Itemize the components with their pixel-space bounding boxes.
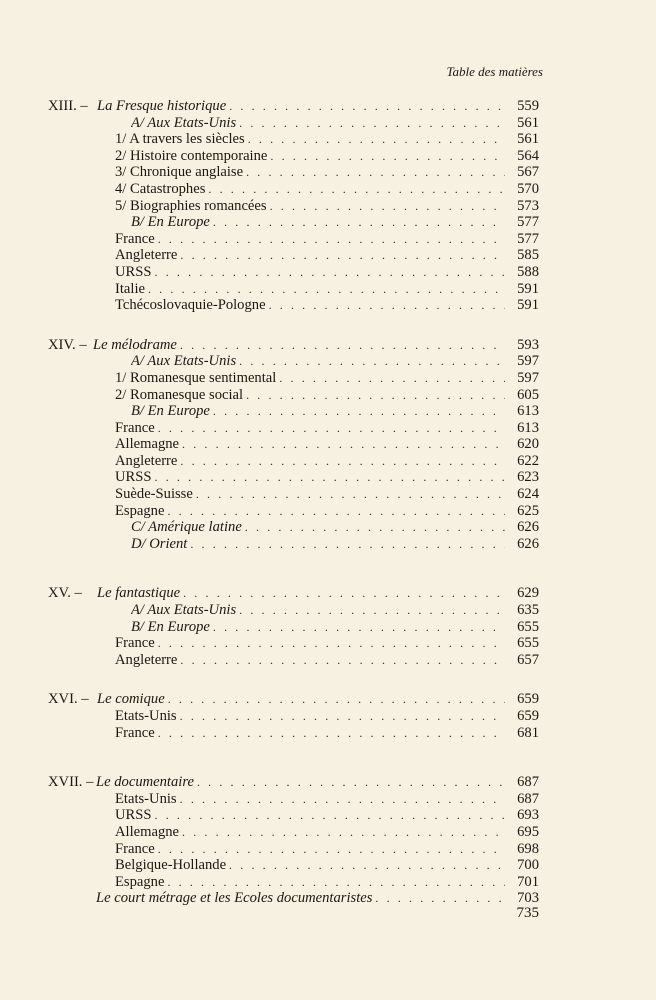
- entry-label: 3/ Chronique anglaise: [115, 164, 244, 181]
- toc-entry: [0, 403, 656, 420]
- dot-leader: [148, 281, 539, 298]
- dot-leader: [239, 602, 539, 619]
- section-spacer: [0, 552, 656, 585]
- toc-entry: [0, 824, 656, 841]
- dot-leader: [158, 420, 539, 437]
- entry-page: 698: [505, 841, 539, 858]
- page-number: 735: [516, 905, 539, 921]
- dot-leader: [180, 247, 539, 264]
- toc-entry: [0, 652, 656, 669]
- entry-page: 681: [505, 725, 539, 742]
- dot-leader: [180, 337, 539, 354]
- toc-entry: [0, 353, 656, 370]
- toc-entry: [0, 181, 656, 198]
- entry-page: 597: [505, 370, 539, 387]
- entry-page: 622: [505, 453, 539, 470]
- dot-leader: [197, 774, 539, 791]
- section-title: Le mélodrame: [93, 336, 177, 353]
- entry-label: 1/ Romanesque sentimental: [115, 369, 277, 386]
- running-head: Table des matières: [446, 64, 543, 79]
- entry-page: 613: [505, 403, 539, 420]
- dot-leader: [183, 585, 539, 602]
- entry-page: 591: [505, 281, 539, 298]
- dot-leader: [269, 297, 539, 314]
- entry-page: 561: [505, 115, 539, 132]
- section-page: 659: [505, 691, 539, 708]
- entry-label: D/ Orient: [131, 535, 188, 552]
- dot-leader: [248, 131, 539, 148]
- toc-entry: [0, 281, 656, 298]
- entry-label: Angleterre: [115, 247, 178, 264]
- entry-label: C/ Amérique latine: [131, 519, 242, 536]
- dot-leader: [208, 181, 539, 198]
- toc-entry: [0, 807, 656, 824]
- entry-label: Espagne: [115, 502, 165, 519]
- entry-label: B/ En Europe: [131, 618, 210, 635]
- entry-page: 588: [505, 264, 539, 281]
- entry-page: 564: [505, 148, 539, 165]
- entry-label: 5/ Biographies romancées: [115, 197, 267, 214]
- entry-label: B/ En Europe: [131, 403, 210, 420]
- entry-page: 624: [505, 486, 539, 503]
- dot-leader: [182, 824, 539, 841]
- dot-leader: [246, 164, 539, 181]
- toc-entry: [0, 420, 656, 437]
- entry-label: France: [115, 724, 155, 741]
- entry-label: B/ En Europe: [131, 214, 210, 231]
- entry-page: 623: [505, 469, 539, 486]
- section-page: 629: [505, 585, 539, 602]
- toc-entry: [0, 297, 656, 314]
- entry-page: 693: [505, 807, 539, 824]
- toc-entry: [0, 115, 656, 132]
- entry-label: Suède-Suisse: [115, 486, 193, 503]
- entry-page: 625: [505, 503, 539, 520]
- section-heading: [0, 98, 656, 115]
- toc-entry: [0, 791, 656, 808]
- dot-leader: [279, 370, 539, 387]
- toc-entry: [0, 536, 656, 553]
- entry-label: URSS: [115, 469, 152, 486]
- section-page: 559: [505, 98, 539, 115]
- toc-entry: [0, 148, 656, 165]
- section-number: XV. –: [48, 585, 82, 602]
- entry-page: 597: [505, 353, 539, 370]
- toc-entry: [0, 198, 656, 215]
- entry-page: 657: [505, 652, 539, 669]
- entry-page: 613: [505, 420, 539, 437]
- dot-leader: [155, 264, 539, 281]
- dot-leader: [213, 619, 539, 636]
- entry-page: 659: [505, 708, 539, 725]
- dot-leader: [180, 791, 539, 808]
- entry-page: 701: [505, 874, 539, 891]
- section-heading: [0, 585, 656, 602]
- dot-leader: [270, 148, 539, 165]
- toc-section: [0, 337, 656, 553]
- entry-label: URSS: [115, 263, 152, 280]
- dot-leader: [270, 198, 539, 215]
- entry-label: France: [115, 230, 155, 247]
- entry-label: URSS: [115, 807, 152, 824]
- dot-leader: [180, 453, 539, 470]
- toc-entry: [0, 131, 656, 148]
- dot-leader: [180, 708, 539, 725]
- section-heading: [0, 691, 656, 708]
- entry-page: 577: [505, 231, 539, 248]
- toc-entry: [0, 725, 656, 742]
- entry-page: 655: [505, 635, 539, 652]
- entry-page: 687: [505, 791, 539, 808]
- section-title: Le documentaire: [96, 774, 194, 791]
- entry-label: Le court métrage et les Ecoles documentaristes: [96, 890, 373, 907]
- dot-leader: [158, 231, 539, 248]
- dot-leader: [229, 857, 539, 874]
- section-page: 687: [505, 774, 539, 791]
- toc-entry: [0, 370, 656, 387]
- section-heading: [0, 337, 656, 354]
- toc-entry: [0, 486, 656, 503]
- table-of-contents: [0, 98, 656, 907]
- section-number: XIII. –: [48, 98, 88, 114]
- toc-entry: [0, 841, 656, 858]
- section-spacer: [0, 668, 656, 691]
- entry-label: 1/ A travers les siècles: [115, 131, 245, 148]
- toc-entry: [0, 469, 656, 486]
- toc-section: [0, 774, 656, 907]
- entry-page: 573: [505, 198, 539, 215]
- toc-entry: [0, 519, 656, 536]
- toc-entry: [0, 708, 656, 725]
- dot-leader: [158, 635, 539, 652]
- dot-leader: [239, 115, 539, 132]
- dot-leader: [180, 652, 539, 669]
- entry-label: Belgique-Hollande: [115, 857, 227, 874]
- section-number: XVII. –: [48, 774, 94, 791]
- toc-section: [0, 691, 656, 741]
- entry-page: 700: [505, 857, 539, 874]
- section-number: XVI. –: [48, 691, 89, 708]
- toc-entry: [0, 874, 656, 891]
- toc-entry: [0, 635, 656, 652]
- entry-label: 2/ Histoire contemporaine: [115, 147, 268, 164]
- toc-entry: [0, 619, 656, 636]
- entry-label: Angleterre: [115, 651, 178, 668]
- entry-label: Italie: [115, 280, 145, 297]
- toc-entry: [0, 436, 656, 453]
- dot-leader: [167, 874, 539, 891]
- dot-leader: [246, 387, 539, 404]
- toc-entry: [0, 214, 656, 231]
- entry-page: 605: [505, 387, 539, 404]
- entry-page: 626: [505, 519, 539, 536]
- toc-entry: [0, 602, 656, 619]
- entry-page: 577: [505, 214, 539, 231]
- dot-leader: [213, 214, 539, 231]
- entry-label: Allemagne: [115, 436, 180, 453]
- entry-page: 567: [505, 164, 539, 181]
- dot-leader: [167, 503, 539, 520]
- section-title: Le comique: [97, 691, 165, 708]
- entry-page: 620: [505, 436, 539, 453]
- dot-leader: [213, 403, 539, 420]
- section-title: La Fresque historique: [97, 98, 227, 114]
- entry-page: 703: [505, 890, 539, 907]
- toc-section: [0, 585, 656, 668]
- dot-leader: [155, 807, 539, 824]
- section-number: XIV. –: [48, 336, 87, 353]
- entry-label: France: [115, 419, 155, 436]
- entry-page: 626: [505, 536, 539, 553]
- toc-entry: [0, 387, 656, 404]
- entry-page: 585: [505, 247, 539, 264]
- toc-entry: [0, 264, 656, 281]
- toc-entry: [0, 857, 656, 874]
- toc-section: [0, 98, 656, 314]
- entry-label: Allemagne: [115, 823, 180, 840]
- section-spacer: [0, 741, 656, 774]
- entry-label: 2/ Romanesque social: [115, 386, 244, 403]
- dot-leader: [168, 691, 539, 708]
- entry-label: Tchécoslovaquie-Pologne: [115, 297, 266, 314]
- entry-label: Angleterre: [115, 452, 178, 469]
- toc-entry: [0, 890, 656, 907]
- entry-label: A/ Aux Etats-Unis: [131, 353, 237, 370]
- entry-label: A/ Aux Etats-Unis: [131, 114, 237, 131]
- dot-leader: [158, 841, 539, 858]
- dot-leader: [158, 725, 539, 742]
- entry-label: France: [115, 635, 155, 652]
- entry-label: A/ Aux Etats-Unis: [131, 602, 237, 619]
- section-heading: [0, 774, 656, 791]
- toc-entry: [0, 453, 656, 470]
- entry-page: 570: [505, 181, 539, 198]
- dot-leader: [229, 98, 539, 115]
- entry-label: 4/ Catastrophes: [115, 180, 206, 197]
- entry-page: 561: [505, 131, 539, 148]
- toc-entry: [0, 164, 656, 181]
- entry-page: 635: [505, 602, 539, 619]
- entry-label: France: [115, 840, 155, 857]
- dot-leader: [196, 486, 539, 503]
- entry-label: Espagne: [115, 873, 165, 890]
- entry-label: Etats-Unis: [115, 790, 177, 807]
- dot-leader: [239, 353, 539, 370]
- dot-leader: [155, 469, 539, 486]
- dot-leader: [245, 519, 539, 536]
- section-page: 593: [505, 337, 539, 354]
- dot-leader: [182, 436, 539, 453]
- entry-label: Etats-Unis: [115, 708, 177, 724]
- entry-page: 591: [505, 297, 539, 314]
- dot-leader: [190, 536, 539, 553]
- entry-page: 655: [505, 619, 539, 636]
- section-title: Le fantastique: [97, 585, 181, 602]
- toc-entry: [0, 231, 656, 248]
- section-spacer: [0, 314, 656, 337]
- toc-entry: [0, 247, 656, 264]
- entry-page: 695: [505, 824, 539, 841]
- toc-entry: [0, 503, 656, 520]
